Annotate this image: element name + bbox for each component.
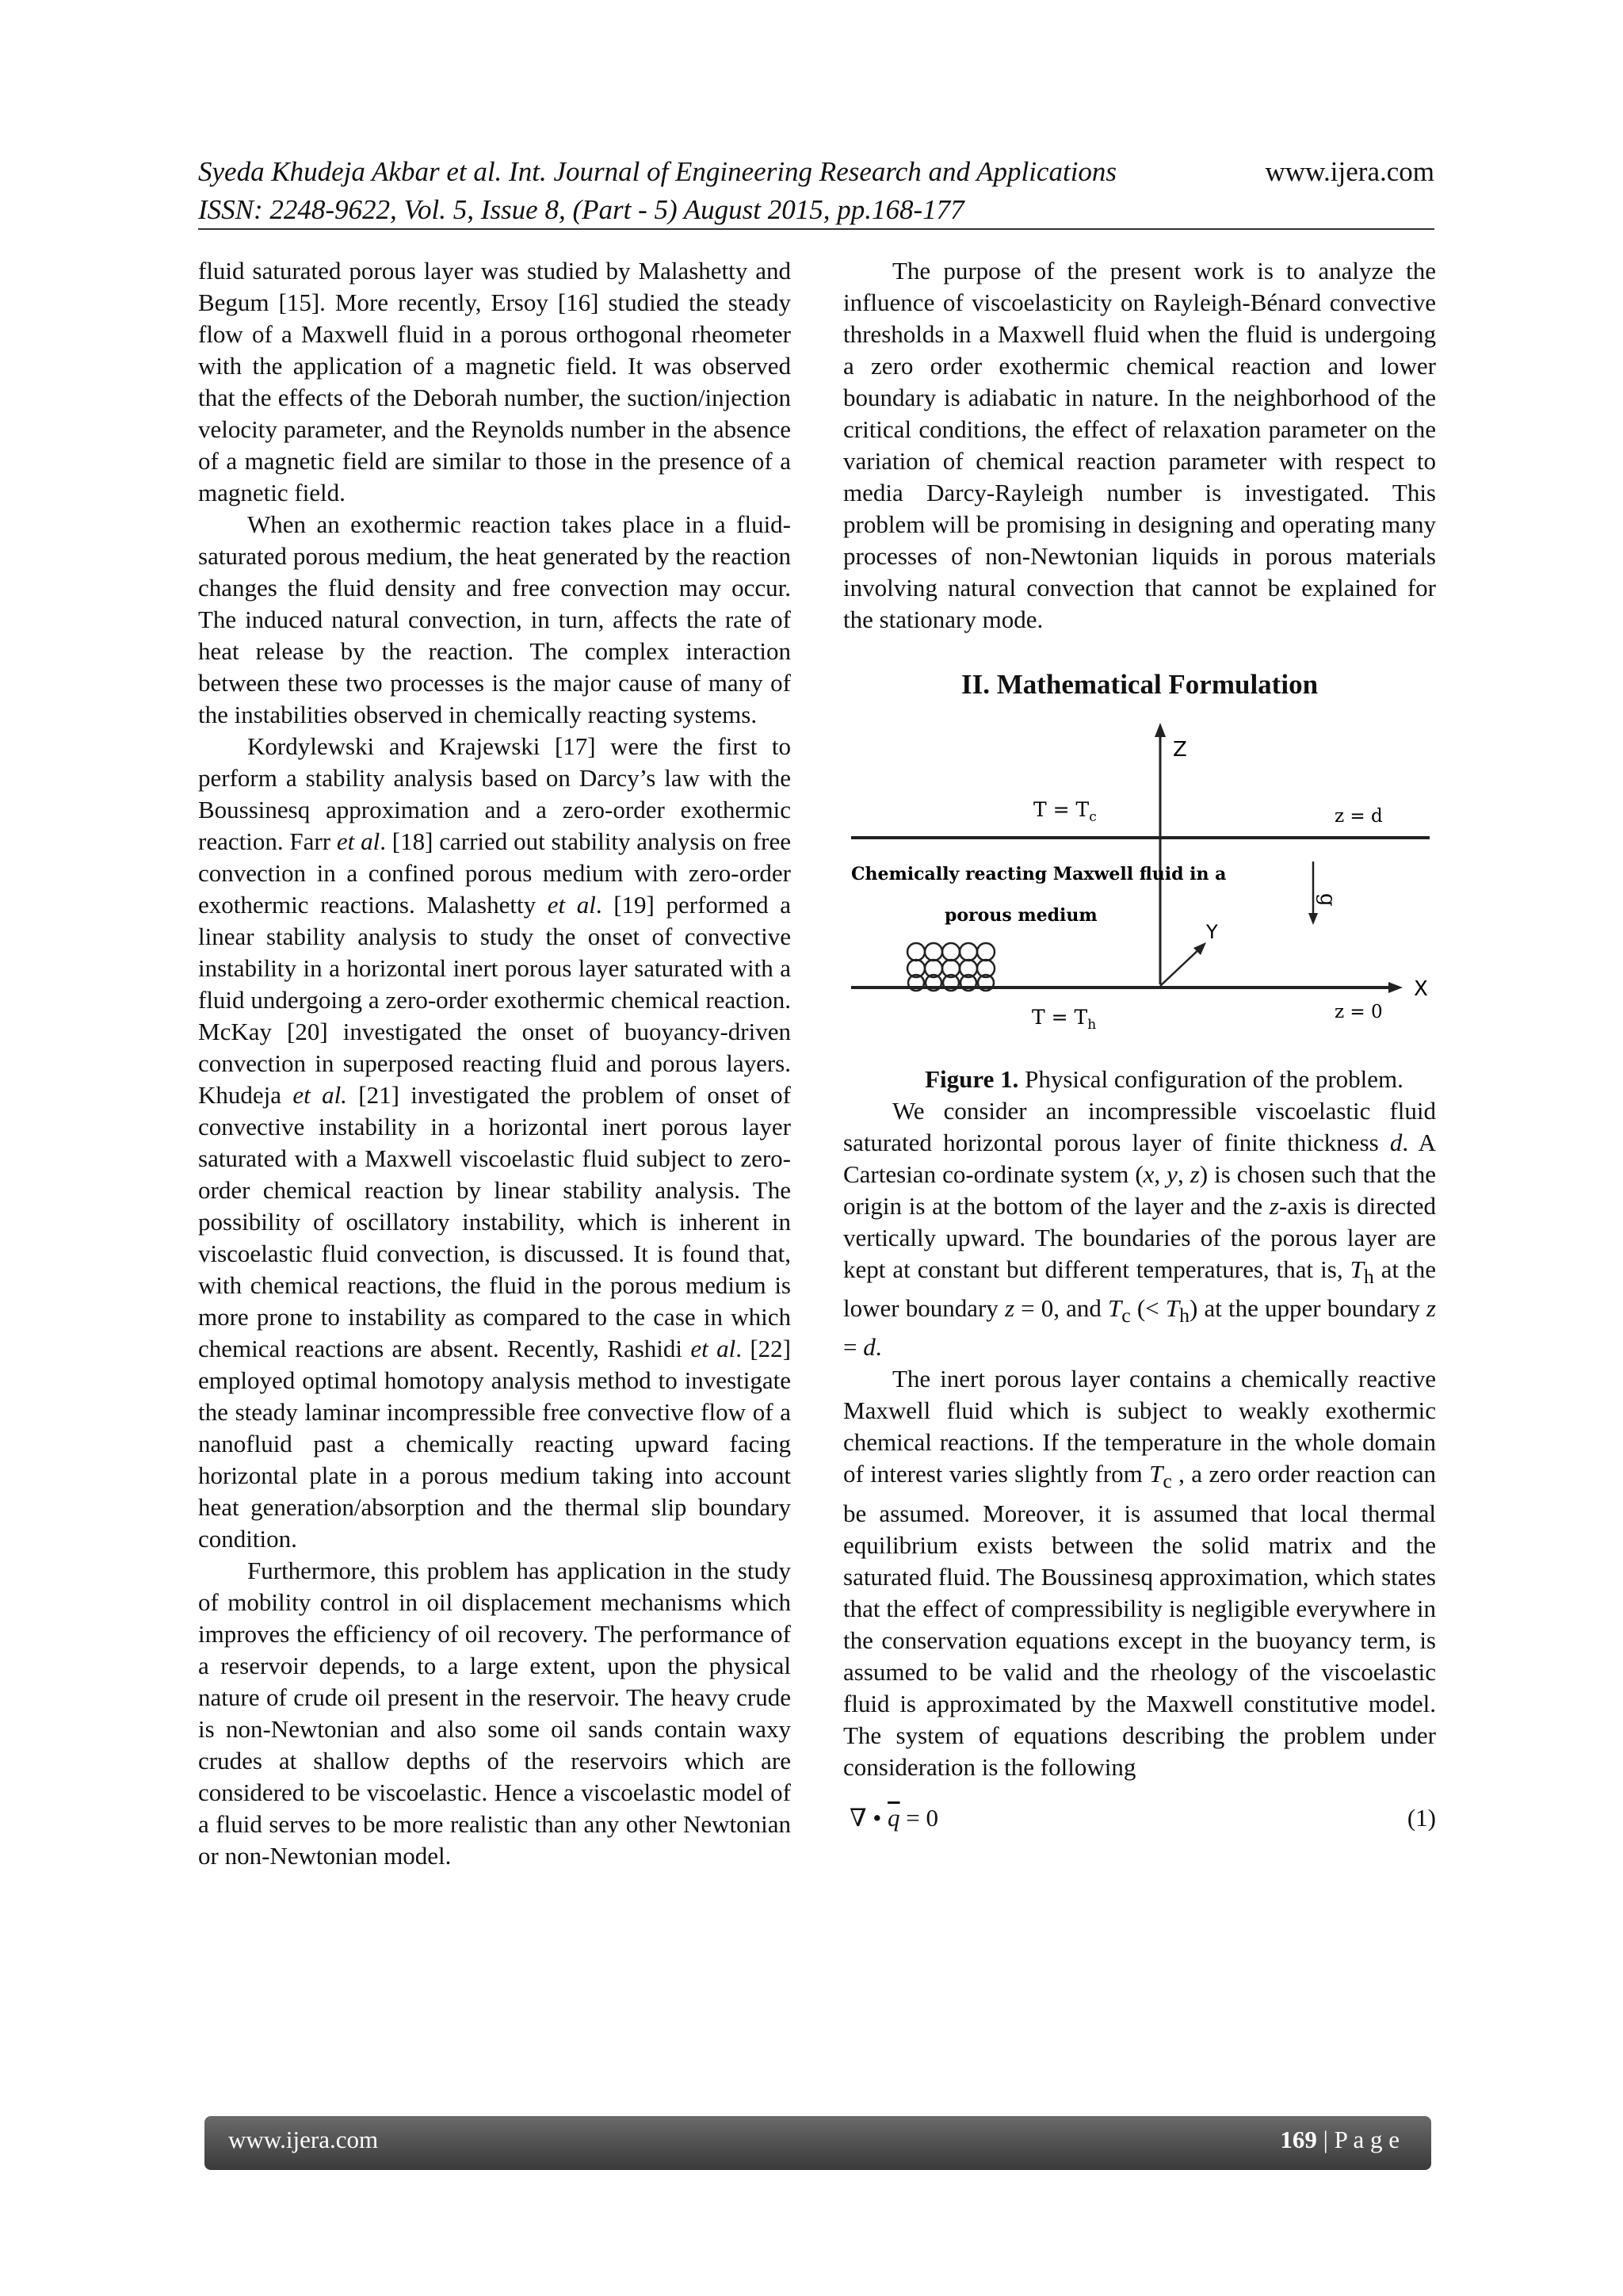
x-axis-label: X [1414, 977, 1428, 1001]
particle [960, 943, 977, 961]
x-axis-arrowhead [1388, 982, 1403, 993]
et-al: et al [547, 891, 596, 919]
gravity-label: g [1316, 893, 1339, 907]
header-divider [198, 228, 1434, 230]
equation-body: ∇ • $\overline{q} = 0$ [850, 1803, 938, 1832]
et-al: et al [336, 827, 380, 855]
paragraph: Furthermore, this problem has application in the study of mobility control in oil displacement mechanisms which improves the efficiency of oil recovery. The performance of a reservoir depends, to a large extent, upon the physical nature of crude oil present in the reservoir. The heavy crude is non-Newtonian and also some oil sands contain waxy crudes at shallow depths of the reservoirs which are considered to be viscoelastic. Hence a viscoelastic model of a fluid serves to be more realistic than any other Newtonian or non-Newtonian model. [198, 1557, 791, 1870]
issn-line: ISSN: 2248-9622, Vol. 5, Issue 8, (Part - 5) August 2015, pp.168-177 [198, 194, 964, 225]
paragraph: Kordylewski and Krajewski [17] were the first to perform a stability analysis based on Darcy’s law with the Boussinesq approximation and a zero-order exothermic reaction. Farr et al. [18] carried out stability analysis on free convection in a confined porous medium with zero-order exothermic reactions. Malashetty et al. [19] performed a linear stability analysis to study the onset of convective instability in a horizontal inert porous layer saturated with a fluid undergoing a zero-order exothermic chemical reaction. McKay [20] investigated the onset of buoyancy-driven convection in superposed reacting fluid and porous layers. Khudeja et al. [21] investigated the problem of onset of convective instability in a horizontal inert porous layer saturated with a Maxwell viscoelastic fluid subject to zero-order chemical reaction by linear stability analysis. The possibility of oscillatory instability, which is inherent in viscoelastic fluid convection, is discussed. It is found that, with chemical reactions, the fluid in the porous medium is more prone to instability as compared to the case in which chemical reactions are absent. Recently, Rashidi et al. [22] employed optimal homotopy analysis method to investigate the steady laminar incompressible free convective flow of a nanofluid past a chemically reacting upward facing horizontal plate in a porous medium taking into account heat generation/absorption and the thermal slip boundary condition. [198, 732, 791, 1553]
figure-diagram [843, 723, 1436, 1064]
paragraph: We consider an incompressible viscoelastic fluid saturated horizontal porous layer of finite thickness d. A Cartesian co-ordinate system (x, y, z) is chosen such that the origin is at the bottom of the layer and the z-axis is directed vertically upward. The boundaries of the porous layer are kept at constant but different temperatures, that is, $T_h$ at the lower boundary z = 0, and $T_c$ (< $T_h$) at the upper boundary z = d. [843, 1097, 1437, 1362]
header-website[interactable]: www.ijera.com [1265, 156, 1434, 187]
section-title: II. Mathematical Formulation [960, 669, 1319, 700]
particle [977, 943, 995, 961]
symbol-tc: T [1108, 1294, 1122, 1323]
particle [907, 943, 925, 961]
fluid-label-line2: porous medium [945, 905, 1098, 926]
gravity-arrowhead [1308, 913, 1318, 925]
z-axis-arrowhead [1155, 723, 1166, 737]
fluid-label-line1: Chemically reacting Maxwell fluid in a [851, 864, 1227, 884]
bottom-temperature-label: $T = T_h$ [1032, 1006, 1097, 1033]
running-header [198, 153, 1434, 229]
paragraph: The inert porous layer contains a chemically reactive Maxwell fluid which is subject to weakly exothermic chemical reactions. If the temperature in the whole domain of interest varies slightly from $T_c$ , a zero order reaction can be assumed. Moreover, it is assumed that local thermal equilibrium exists between the solid matrix and the saturated fluid. The Boussinesq approximation, which states that the effect of compressibility is negligible everywhere in the conservation equations except in the buoyancy term, is assumed to be valid and the rheology of the viscoelastic fluid is approximated by the Maxwell constitutive model. The system of equations describing the problem under consideration is the following [843, 1365, 1436, 1781]
y-axis-line [1160, 947, 1201, 986]
page-footer [204, 2116, 1431, 2170]
z-axis-label: Z [1173, 738, 1187, 762]
equation-1 [843, 1802, 1436, 1834]
paragraph: fluid saturated porous layer was studied by Malashetty and Begum [15]. More recently, Ersoy [16] studied the steady flow of a Maxwell fluid in a porous orthogonal rheometer with the application of a magnetic field. It was observed that the effects of the Deborah number, the suction/injection velocity parameter, and the Reynolds number in the absence of a magnetic field are similar to those in the presence of a magnetic field. [198, 257, 791, 506]
top-temperature-label: $T = T_c$ [1033, 798, 1097, 825]
symbol-th: T [1350, 1255, 1364, 1283]
right-column [843, 255, 1436, 1834]
porous-medium-particles [907, 943, 995, 991]
page-number: 169 [1280, 2126, 1317, 2153]
equation-number: (1) [1407, 1803, 1436, 1832]
footer-page-info: 169 | P a g e [1280, 2126, 1400, 2153]
figure-caption: Figure 1. Physical configuration of the problem. [925, 1065, 1403, 1093]
footer-website[interactable]: www.ijera.com [228, 2126, 379, 2153]
et-al: et al [690, 1335, 736, 1362]
left-column [198, 255, 791, 1872]
et-al: et al. [292, 1081, 347, 1109]
paragraph: The purpose of the present work is to analyze the influence of viscoelasticity on Rayleigh-Bénard convective thresholds in a Maxwell fluid when the fluid is undergoing a zero order exothermic chemical reaction and lower boundary is adiabatic in nature. In the neighborhood of the critical conditions, the effect of relaxation parameter on the variation of chemical reaction parameter with respect to media Darcy-Rayleigh number is investigated. This problem will be promising in designing and operating many processes of non-Newtonian liquids in porous materials involving natural convection that cannot be explained for the stationary mode. [843, 257, 1436, 633]
journal-citation-line: Syeda Khudeja Akbar et al. Int. Journal of Engineering Research and Applications [198, 156, 1117, 187]
particle [942, 943, 960, 961]
y-axis-label: Y [1206, 921, 1218, 943]
symbol-tc: T [1149, 1460, 1163, 1488]
particle [925, 943, 942, 961]
top-z-label: z = d [1335, 806, 1383, 827]
paragraph: When an exothermic reaction takes place in a fluid-saturated porous medium, the heat generated by the reaction changes the fluid density and free convection may occur. The induced natural convection, in turn, affects the rate of heat release by the reaction. The complex interaction between these two processes is the major cause of many of the instabilities observed in chemically reacting systems. [198, 510, 791, 728]
figure-physical-configuration [843, 723, 1436, 1064]
bottom-z-label: z = 0 [1335, 1002, 1383, 1022]
